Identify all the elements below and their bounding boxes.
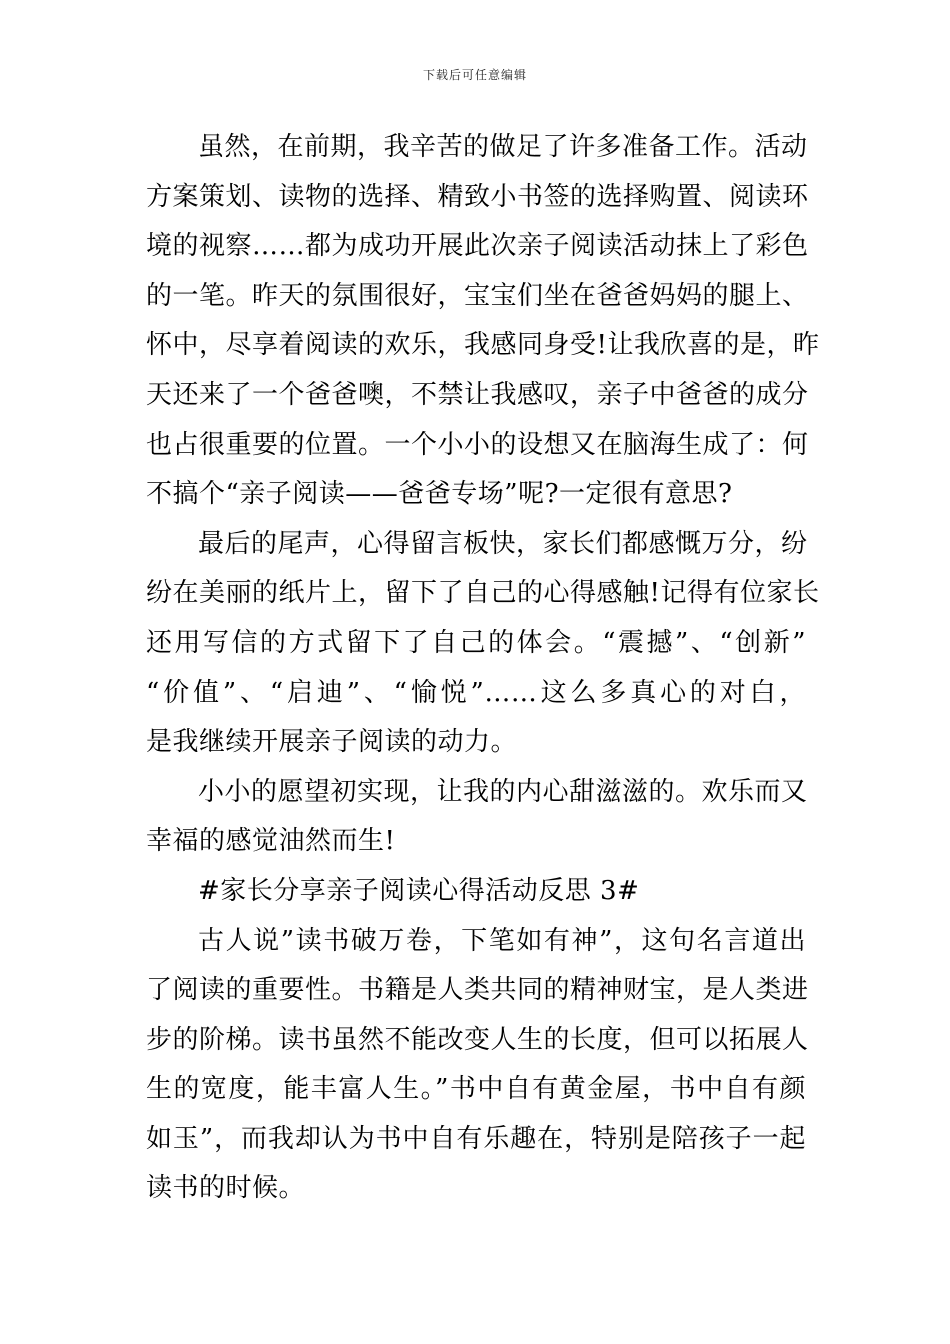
text-line: 是我继续开展亲子阅读的动力。 bbox=[146, 727, 518, 758]
paragraph-1 bbox=[146, 123, 820, 520]
section-heading bbox=[146, 867, 806, 917]
text-line: 天还来了一个爸爸噢，不禁让我感叹，亲子中爸爸的成分 bbox=[146, 379, 809, 410]
header-note: 下载后可任意编辑 bbox=[422, 68, 527, 82]
text-line: 方案策划、读物的选择、精致小书签的选择购置、阅读环 bbox=[146, 181, 809, 212]
text-line: 的一笔。昨天的氛围很好，宝宝们坐在爸爸妈妈的腿上、 bbox=[146, 280, 809, 311]
text-line: 纷在美丽的纸片上，留下了自己的心得感触!记得有位家长 bbox=[146, 578, 820, 609]
text-line: 古人说”读书破万卷，下笔如有神”，这句名言道出 bbox=[198, 925, 806, 956]
text-line: “价值”、“启迪”、“愉悦”……这么多真心的对白， bbox=[146, 677, 806, 708]
text-line: 生的宽度，能丰富人生。”书中自有黄金屋，书中自有颜 bbox=[146, 1074, 806, 1105]
text-line: 虽然，在前期，我辛苦的做足了许多准备工作。活动 bbox=[198, 132, 808, 162]
text-line: 如玉”，而我却认为书中自有乐趣在，特别是陪孩子一起 bbox=[146, 1123, 806, 1154]
text-line: 不搞个“亲子阅读——爸爸专场”呢?一定很有意思? bbox=[146, 479, 733, 510]
paragraph-3 bbox=[146, 768, 806, 867]
text-line: 也占很重要的位置。一个小小的设想又在脑海生成了：何 bbox=[146, 429, 809, 460]
text-line: 还用写信的方式留下了自己的体会。“震撼”、“创新” bbox=[146, 627, 806, 658]
text-line: 步的阶梯。读书虽然不能改变人生的长度，但可以拓展人 bbox=[146, 1024, 809, 1055]
text-line: 小小的愿望初实现，让我的内心甜滋滋的。欢乐而又 bbox=[198, 776, 808, 807]
paragraph-5 bbox=[146, 917, 809, 1215]
text-line: 幸福的感觉油然而生! bbox=[146, 826, 396, 857]
paragraph-2 bbox=[146, 520, 820, 768]
text-line: 怀中，尽享着阅读的欢乐，我感同身受!让我欣喜的是，昨 bbox=[146, 330, 820, 361]
text-line: 最后的尾声，心得留言板快，家长们都感慨万分，纷 bbox=[198, 528, 808, 559]
text-line: 读书的时候。 bbox=[146, 1173, 306, 1204]
text-line: 了阅读的重要性。书籍是人类共同的精神财宝，是人类进 bbox=[146, 975, 809, 1006]
heading-line: #家长分享亲子阅读心得活动反思 3# bbox=[198, 875, 640, 906]
text-line: 境的视察……都为成功开展此次亲子阅读活动抹上了彩色 bbox=[146, 231, 809, 262]
body-text bbox=[146, 123, 820, 1214]
